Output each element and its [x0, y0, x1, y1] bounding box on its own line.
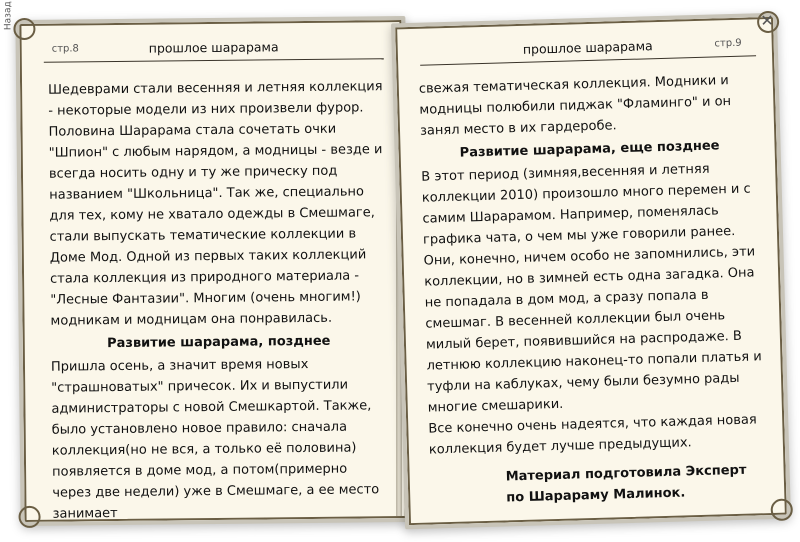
- corner-ornament-icon: [770, 498, 793, 521]
- magazine-spread: [3, 1, 784, 524]
- section-heading: Развитие шарарама, позднее: [106, 333, 331, 352]
- page-title: прошлое шарарама: [148, 39, 279, 56]
- paragraph: В этот период (зимняя,весенняя и летняя коллекции 2010) произошло много перемен и с самим Шарарамом. Например, поменялась графика чата, о чем мы уже говорили ранее. Они, конечно, ничем особо не запомнились, эти коллекции, но в зимней есть одна загадка. Она не попадала в дом мод, а сразу попала в смешмаг. В весенней коллекции был очень милый берет, появившийся на распродаже. В летнюю коллекцию наконец-то попали платья и туфли на каблуках, чему были безумно рады многие смешарики.: [421, 161, 762, 416]
- page-text: [48, 76, 389, 524]
- back-label[interactable]: Назад: [3, 1, 14, 31]
- page-number: стр.9: [714, 37, 742, 50]
- paragraph: Все конечно очень надеятся, что каждая новая коллекция будет лучше предыдущих.: [428, 412, 757, 458]
- left-page: [3, 1, 410, 526]
- page-title: прошлое шарарама: [522, 38, 653, 57]
- author-credit: Материал подготовила Эксперт по Шарараму Малинок.: [505, 462, 747, 506]
- paragraph: Шедеврами стали весенняя и летняя коллекция - некоторые модели из них произвели фурор. Половина Шарарама стала сочетать очки "Шпион" с любым нарядом, а модницы - везде и всегда носить одну и ту же прическу под названием "Школьница". Так же, специально для тех, кому не хватало одежды в Смешмаге, стали выпускать тематические коллекции в Доме Мод. Одной из первых таких коллекций стала коллекция из природного материала - "Лесные Фантазии". Многим (очень многим!) модникам и модницам она понравилась.: [48, 79, 383, 329]
- right-page: [391, 10, 791, 530]
- page-text: [419, 69, 769, 510]
- section-heading: Развитие шарарама, еще позднее: [459, 138, 720, 161]
- close-icon[interactable]: ✕: [760, 10, 775, 31]
- corner-ornament-icon: [13, 18, 35, 40]
- paragraph: Пришла осень, а значит время новых "страшноватых" причесок. Их и выпустили администраторы с новой Смешкартой. Также, было установлено новое правило: сначала коллекция(но не вся, а только её половина) появляется в доме мод, а потом(примерно через две недели) уже в Смешмаге, а ее место занимает: [50, 357, 380, 522]
- page-header: [420, 33, 757, 65]
- page-number: стр.8: [51, 43, 79, 55]
- page-header: [44, 36, 384, 63]
- corner-ornament-icon: [18, 506, 40, 528]
- paragraph: свежая тематическая коллекция. Модники и модницы полюбили пиджак "Фламинго" и он занял место в их гардеробе.: [418, 73, 732, 139]
